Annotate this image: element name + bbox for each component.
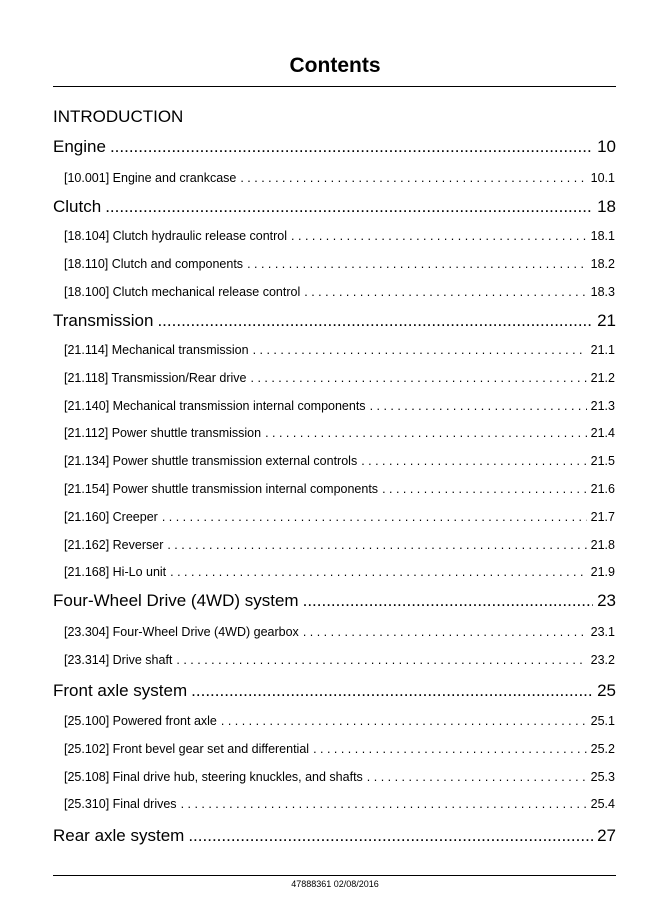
section-page-number: 21.7 [590, 509, 615, 524]
section-title: [21.154] Power shuttle transmission internal components [64, 482, 379, 496]
dot-leader [167, 538, 586, 552]
chapter-title: Transmission [53, 311, 154, 330]
section-title: [21.160] Creeper [64, 509, 158, 524]
dot-leader [170, 565, 587, 579]
page-title: Contents [289, 54, 381, 77]
dot-leader [304, 285, 586, 299]
dot-leader [157, 311, 593, 331]
chapter-page-number: 25 [597, 681, 616, 700]
dot-leader [291, 229, 587, 243]
chapter-page-number: 27 [597, 826, 616, 845]
section-entry[interactable] [64, 229, 615, 245]
section-page-number: 21.1 [590, 343, 615, 357]
section-title: [21.134] Power shuttle transmission external controls [64, 454, 358, 469]
section-title: [25.102] Front bevel gear set and differential [64, 741, 310, 756]
section-entry[interactable] [64, 371, 615, 387]
chapter-entry[interactable] [53, 826, 616, 848]
section-entry[interactable] [64, 653, 615, 669]
chapter-entry[interactable] [53, 137, 616, 159]
section-entry[interactable] [64, 742, 615, 758]
chapter-title: Front axle system [53, 681, 188, 700]
section-page-number: 21.9 [590, 565, 615, 580]
dot-leader [265, 426, 587, 440]
section-title: [25.100] Powered front axle [64, 714, 217, 728]
section-title: [10.001] Engine and crankcase [64, 171, 237, 185]
section-page-number: 25.2 [590, 741, 615, 756]
chapter-entry[interactable] [53, 311, 616, 333]
dot-leader [105, 197, 593, 217]
section-entry[interactable] [64, 797, 615, 813]
chapter-entry[interactable] [53, 681, 616, 703]
dot-leader [176, 653, 586, 667]
section-page-number: 10.1 [590, 171, 615, 185]
section-entry[interactable] [64, 482, 615, 498]
chapter-entry[interactable] [53, 197, 616, 219]
section-entry[interactable] [64, 257, 615, 273]
section-entry[interactable] [64, 538, 615, 554]
section-entry[interactable] [64, 714, 615, 730]
dot-leader [313, 742, 587, 756]
section-title: [18.100] Clutch mechanical release control [64, 284, 301, 299]
chapter-title: Engine [53, 137, 106, 156]
section-title: [21.118] Transmission/Rear drive [64, 370, 247, 385]
dot-leader [382, 482, 587, 496]
section-title: [21.112] Power shuttle transmission [64, 426, 262, 441]
section-title: [21.168] Hi-Lo unit [64, 565, 167, 580]
dot-leader [361, 454, 586, 468]
section-page-number: 21.8 [590, 537, 615, 552]
section-title: [21.114] Mechanical transmission [64, 343, 249, 357]
dot-leader [251, 371, 587, 385]
dot-leader [188, 826, 593, 846]
chapter-title: Rear axle system [53, 826, 185, 845]
footer-rule [53, 875, 616, 876]
footer-doc-number: 47888361 02/08/2016 [291, 879, 379, 889]
chapter-title: Four-Wheel Drive (4WD) system [53, 591, 299, 610]
section-page-number: 21.6 [590, 482, 615, 496]
dot-leader [162, 510, 587, 524]
chapter-entry[interactable] [53, 591, 616, 613]
section-entry[interactable] [64, 171, 615, 187]
section-page-number: 25.1 [590, 714, 615, 728]
section-page-number: 21.2 [590, 370, 615, 385]
section-page-number: 21.5 [590, 454, 615, 469]
section-title: [18.104] Clutch hydraulic release control [64, 229, 288, 243]
section-page-number: 25.4 [590, 797, 615, 812]
section-entry[interactable] [64, 510, 615, 526]
introduction-heading[interactable]: INTRODUCTION [53, 107, 184, 126]
section-entry[interactable] [64, 285, 615, 301]
section-title: [21.140] Mechanical transmission internal components [64, 398, 366, 413]
section-entry[interactable] [64, 625, 615, 641]
section-title: [25.108] Final drive hub, steering knuckles, and shafts [64, 769, 363, 784]
section-title: [21.162] Reverser [64, 537, 164, 552]
section-entry[interactable] [64, 565, 615, 581]
dot-leader [367, 770, 587, 784]
section-page-number: 18.2 [590, 256, 615, 271]
dot-leader [247, 257, 587, 271]
section-title: [23.314] Drive shaft [64, 652, 173, 667]
section-title: [18.110] Clutch and components [64, 256, 244, 271]
section-title: [23.304] Four-Wheel Drive (4WD) gearbox [64, 625, 299, 639]
chapter-title: Clutch [53, 197, 102, 216]
section-page-number: 23.2 [590, 652, 615, 667]
section-entry[interactable] [64, 343, 615, 359]
dot-leader [253, 343, 587, 357]
dot-leader [303, 591, 593, 611]
section-entry[interactable] [64, 426, 615, 442]
dot-leader [110, 137, 593, 157]
chapter-page-number: 18 [597, 197, 616, 216]
chapter-page-number: 10 [597, 137, 616, 156]
dot-leader [370, 399, 587, 413]
section-page-number: 18.1 [590, 229, 615, 243]
section-page-number: 25.3 [590, 769, 615, 784]
section-title: [25.310] Final drives [64, 797, 177, 812]
section-page-number: 21.4 [590, 426, 615, 441]
section-entry[interactable] [64, 770, 615, 786]
dot-leader [221, 714, 587, 728]
chapter-page-number: 23 [597, 591, 616, 610]
dot-leader [240, 171, 586, 185]
dot-leader [181, 797, 587, 811]
chapter-page-number: 21 [597, 311, 616, 330]
section-page-number: 18.3 [590, 284, 615, 299]
dot-leader [191, 681, 593, 701]
section-page-number: 23.1 [590, 625, 615, 639]
section-page-number: 21.3 [590, 398, 615, 413]
section-entry[interactable] [64, 454, 615, 470]
dot-leader [303, 625, 587, 639]
section-entry[interactable] [64, 399, 615, 415]
